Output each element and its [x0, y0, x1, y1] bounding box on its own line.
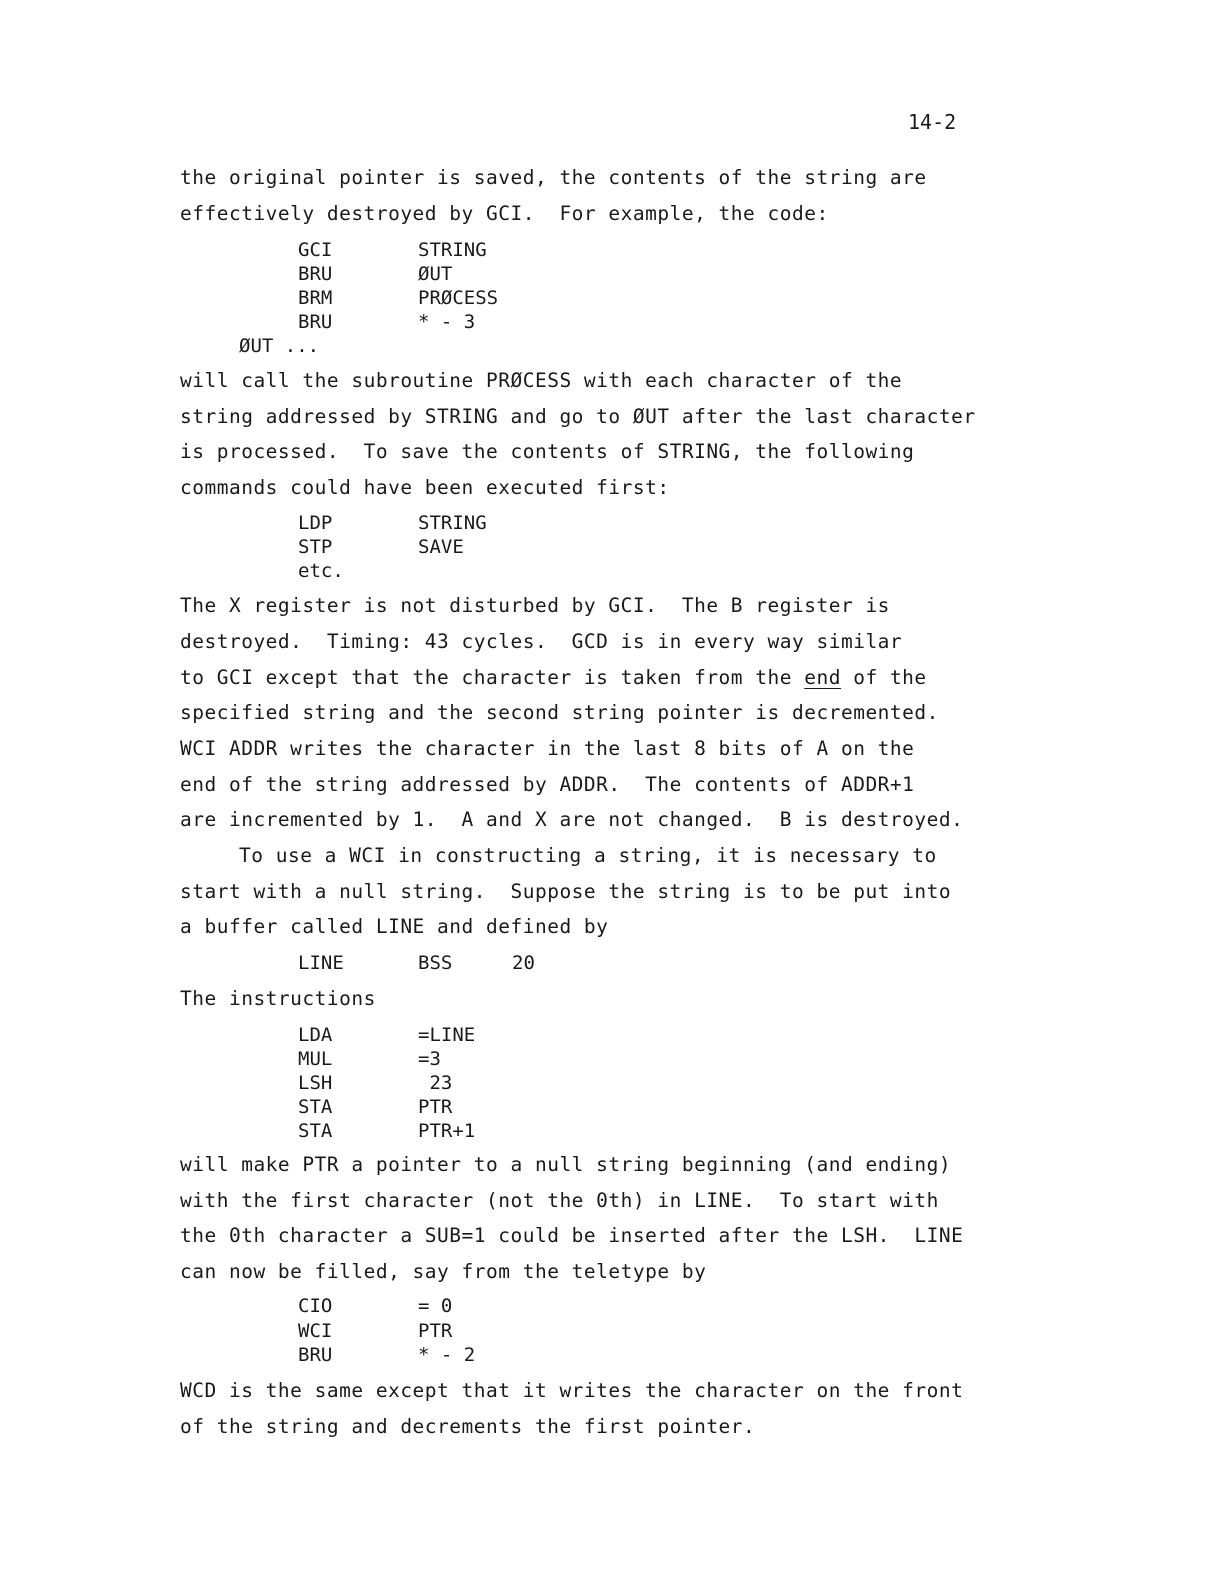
- code-arg: * - 2: [418, 1344, 476, 1366]
- text-line: will make PTR a pointer to a null string beginning (and ending): [180, 1153, 952, 1176]
- text-line: of the string and decrements the first pointer.: [180, 1415, 756, 1438]
- code-op: WCI: [298, 1320, 333, 1342]
- code-arg: BSS: [418, 952, 453, 974]
- text-line: To use a WCI in constructing a string, it is necessary to: [239, 844, 937, 867]
- code-arg: = 0: [418, 1295, 453, 1317]
- text-line: string addressed by STRING and go to ØUT after the last character: [180, 405, 976, 428]
- code-op: LSH: [298, 1072, 333, 1094]
- code-op: LINE: [298, 952, 344, 974]
- code-arg: 20: [512, 952, 535, 974]
- text-line: WCI ADDR writes the character in the last 8 bits of A on the: [180, 737, 915, 760]
- text-line: The instructions: [180, 987, 376, 1010]
- code-op: STA: [298, 1096, 333, 1118]
- code-op: STP: [298, 536, 333, 558]
- code-arg: =3: [418, 1048, 441, 1070]
- code-op: BRM: [298, 287, 333, 309]
- text-line: is processed. To save the contents of STRING, the following: [180, 440, 915, 463]
- text-line: end of the string addressed by ADDR. The contents of ADDR+1: [180, 773, 915, 796]
- text-line: are incremented by 1. A and X are not changed. B is destroyed.: [180, 808, 964, 831]
- text-line: can now be filled, say from the teletype by: [180, 1260, 707, 1283]
- code-arg: PTR: [418, 1320, 453, 1342]
- code-arg: 23: [418, 1072, 453, 1094]
- text-line: with the first character (not the 0th) in LINE. To start with: [180, 1189, 939, 1212]
- code-arg: * - 3: [418, 311, 476, 333]
- code-op: CIO: [298, 1295, 333, 1317]
- text-span: of the: [840, 666, 927, 689]
- code-op: BRU: [298, 1344, 333, 1366]
- code-op: BRU: [298, 263, 333, 285]
- code-arg: STRING: [418, 512, 487, 534]
- code-op: LDA: [298, 1024, 333, 1046]
- code-op: BRU: [298, 311, 333, 333]
- text-line: [180, 666, 927, 690]
- code-arg: PRØCESS: [418, 287, 499, 309]
- code-op: GCI: [298, 239, 333, 261]
- text-span: to GCI except that the character is taken from the: [180, 666, 805, 689]
- text-line: WCD is the same except that it writes the character on the front: [180, 1379, 964, 1402]
- code-op: etc.: [298, 560, 344, 582]
- code-arg: SAVE: [418, 536, 464, 558]
- code-op: MUL: [298, 1048, 333, 1070]
- text-line: the original pointer is saved, the contents of the string are: [180, 166, 927, 189]
- emphasis-text: end: [804, 666, 841, 689]
- code-arg: STRING: [418, 239, 487, 261]
- text-line: commands could have been executed first:: [180, 476, 670, 499]
- text-line: start with a null string. Suppose the string is to be put into: [180, 880, 952, 903]
- text-line: The X register is not disturbed by GCI. The B register is: [180, 594, 890, 617]
- text-line: the 0th character a SUB=1 could be inserted after the LSH. LINE: [180, 1224, 964, 1247]
- text-line: effectively destroyed by GCI. For example, the code:: [180, 202, 829, 225]
- code-arg: =LINE: [418, 1024, 476, 1046]
- page-number: 14-2: [908, 110, 957, 134]
- code-label: ØUT ...: [239, 335, 320, 357]
- code-arg: PTR: [418, 1096, 453, 1118]
- code-op: STA: [298, 1120, 333, 1142]
- text-line: specified string and the second string pointer is decremented.: [180, 701, 939, 724]
- code-arg: ØUT: [418, 263, 453, 285]
- text-line: a buffer called LINE and defined by: [180, 915, 609, 938]
- text-line: will call the subroutine PRØCESS with each character of the: [180, 369, 903, 392]
- text-line: destroyed. Timing: 43 cycles. GCD is in every way similar: [180, 630, 903, 653]
- code-op: LDP: [298, 512, 333, 534]
- code-arg: PTR+1: [418, 1120, 476, 1142]
